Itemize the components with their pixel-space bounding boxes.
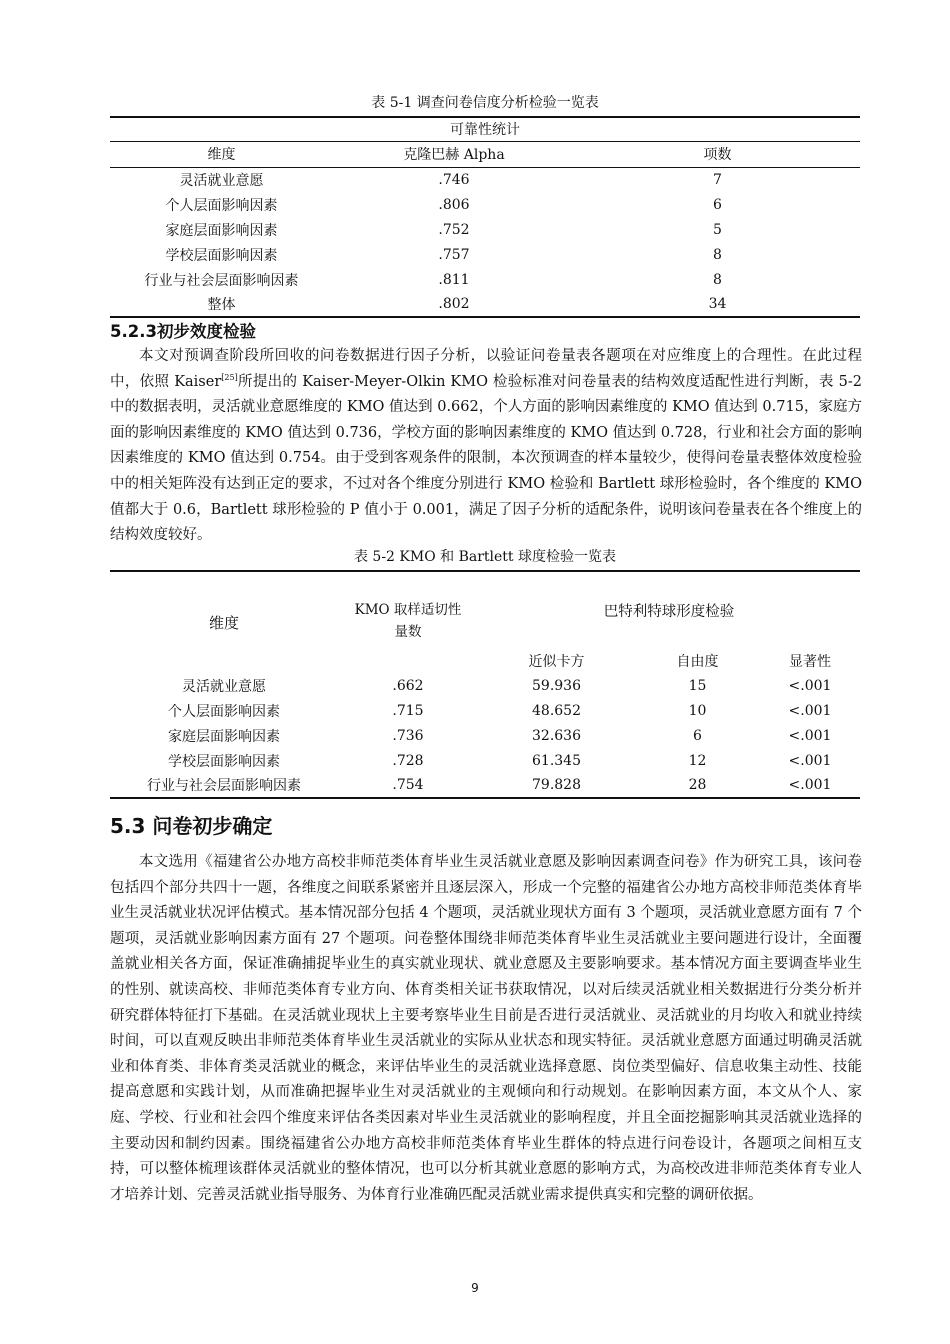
page-number: 9 (471, 1281, 479, 1295)
table1-group-header: 可靠性统计 (450, 122, 520, 139)
table-cell: <.001 (788, 677, 832, 694)
table-row (110, 723, 860, 748)
table-cell: 61.345 (532, 752, 581, 769)
reliability-table (110, 116, 860, 318)
table1-header-row (110, 141, 860, 167)
table-cell: .728 (392, 752, 424, 769)
table-row (110, 698, 860, 723)
table-cell: 10 (688, 702, 707, 719)
table-cell: 灵活就业意愿 (182, 678, 266, 695)
table1-caption: 表 5-1 调查问卷信度分析检验一览表 (371, 95, 599, 111)
table-cell: .736 (392, 727, 424, 744)
table-cell: 59.936 (532, 677, 581, 694)
table-row (110, 673, 860, 698)
table-cell: 6 (693, 727, 702, 744)
table1-header-dimension: 维度 (207, 147, 236, 163)
table-cell: .662 (392, 677, 424, 694)
table2-subheader-df: 自由度 (676, 654, 719, 670)
table-cell: 个人层面影响因素 (165, 197, 278, 214)
table2-subheader-sig: 显著性 (789, 654, 831, 670)
table-row (110, 217, 860, 242)
table-row (110, 167, 860, 192)
citation-reference: [25] (221, 372, 238, 382)
table-cell: .806 (438, 196, 470, 213)
table-cell: .752 (438, 221, 470, 238)
table2-subheader-chisq: 近似卡方 (528, 654, 585, 670)
table1-group-header-row (110, 117, 860, 141)
table-cell: 行业与社会层面影响因素 (147, 778, 301, 794)
table-cell: 家庭层面影响因素 (168, 728, 280, 745)
table-cell: 6 (713, 196, 722, 213)
table-cell: 学校层面影响因素 (165, 247, 278, 264)
table2-header-kmo-line2: 量数 (394, 623, 422, 640)
table-cell: 48.652 (532, 702, 581, 719)
section-heading-5-3: 5.3 问卷初步确定 (110, 814, 273, 838)
table-cell: .802 (438, 296, 470, 312)
section-5-2-3-paragraph (110, 344, 862, 549)
table-cell: <.001 (788, 702, 832, 719)
paragraph-text: 本文对预调查阶段所回收的问卷数据进行因子分析，以验证问卷量表各题项在对应维度上的合理性。在此过程中，依照 Kaiser (110, 348, 862, 390)
table-row (110, 242, 860, 267)
table2-header-kmo (338, 571, 478, 673)
table-cell: <.001 (788, 727, 832, 744)
table-cell: 学校层面影响因素 (168, 753, 280, 770)
table-cell: 8 (713, 271, 722, 288)
table-row (110, 748, 860, 773)
table2-header-kmo-line1: KMO 取样适切性 (354, 601, 462, 618)
paragraph-text: 所提出的 Kaiser-Meyer-Olkin KMO 检验标准对问卷量表的结构效度适配性进行判断，表 5-2 中的数据表明，灵活就业意愿维度的 KMO 值达到 0.662，个人方面的影响因素维度的 KMO 值达到 0.715，家庭方面的影响因素维度的 KMO 值达到 0.736，学校方面的影响因素维度的 KMO 值达到 0.728，行业和社会方面的影响因素维度的 KMO 值达到 0.754。由于受到客观条件的限制，本次预调查的样本量较少，使得问卷量表整体效度检验中的相关矩阵没有达到正定的要求，不过对各个维度分别进行 KMO 检验和 Bartlett 球形检验时，各个维度的 KMO 值都大于 0.6，Bartlett 球形检验的 P 值小于 0.001，满足了因子分析的适配条件，说明该问卷量表在各个维度上的结构效度较好。 (110, 373, 862, 544)
table-cell: 整体 (207, 297, 236, 313)
table-cell: <.001 (788, 752, 832, 769)
table2-caption: 表 5-2 KMO 和 Bartlett 球度检验一览表 (353, 549, 617, 565)
table-row (110, 773, 860, 798)
table-cell: 79.828 (532, 777, 581, 793)
table-cell: 7 (713, 171, 722, 188)
table-row (110, 292, 860, 317)
table-cell: 行业与社会层面影响因素 (144, 272, 299, 289)
table2-header-row (110, 571, 860, 649)
table-row (110, 192, 860, 217)
table-cell: 34 (708, 296, 727, 312)
table-cell: .811 (438, 271, 470, 288)
table2-header-dimension: 维度 (208, 614, 239, 632)
table-cell: 32.636 (532, 727, 581, 744)
table-cell: .757 (438, 246, 470, 263)
section-heading-5-2-3: 5.2.3初步效度检验 (110, 322, 256, 341)
table2-header-bartlett: 巴特利特球形度检验 (603, 604, 735, 620)
table-row (110, 267, 860, 292)
table1-header-items: 项数 (703, 147, 732, 163)
table-cell: 12 (688, 752, 707, 769)
table-cell: 5 (713, 221, 722, 238)
table-cell: .715 (392, 702, 424, 719)
section-5-3-paragraph: 本文选用《福建省公办地方高校非师范类体育毕业生灵活就业意愿及影响因素调查问卷》作为研究工具，该问卷包括四个部分共四十一题，各维度之间联系紧密并且逐层深入，形成一个完整的福建省公办地方高校非师范类体育毕业生灵活就业状况评估模式。基本情况部分包括 4 个题项，灵活就业现状方面有 3 个题项，灵活就业意愿方面有 7 个题项，灵活就业影响因素方面有 27 个题项。问卷整体围绕非师范类体育毕业生灵活就业主要问题进行设计，全面覆盖就业相关各方面，保证准确捕捉毕业生的真实就业现状、就业意愿及主要影响要求。基本情况方面主要调查毕业生的性别、就读高校、非师范类体育专业方向、体育类相关证书获取情况，以对后续灵活就业相关数据进行分类分析并研究群体特征打下基础。在灵活就业现状上主要考察毕业生目前是否进行灵活就业、灵活就业的月均收入和就业持续时间，可以直观反映出非师范类体育毕业生灵活就业的实际从业状态和现实特征。灵活就业意愿方面通过明确灵活就业和体育类、非体育类灵活就业的概念，来评估毕业生的灵活就业选择意愿、岗位类型偏好、信息收集主动性、技能提高意愿和实践计划，从而准确把握毕业生对灵活就业的主观倾向和行动规划。在影响因素方面，本文从个人、家庭、学校、行业和社会四个维度来评估各类因素对毕业生灵活就业的影响程度，并且全面挖掘影响其灵活就业选择的主要动因和制约因素。围绕福建省公办地方高校非师范类体育毕业生群体的特点进行问卷设计，各题项之间相互支持，可以整体梳理该群体灵活就业的整体情况，也可以分析其就业意愿的影响方式，为高校改进非师范类体育专业人才培养计划、完善灵活就业指导服务、为体育行业准确匹配灵活就业需求提供真实和完整的调研依据。 (110, 854, 862, 1203)
table-cell: .746 (438, 171, 470, 188)
table1-header-alpha: 克隆巴赫 Alpha (403, 147, 505, 163)
kmo-bartlett-table (110, 570, 860, 799)
table-cell: 家庭层面影响因素 (165, 222, 278, 239)
table-cell: .754 (392, 777, 424, 793)
table-cell: 灵活就业意愿 (179, 172, 264, 189)
table-cell: 28 (688, 777, 707, 793)
table-cell: 8 (713, 246, 722, 263)
table-cell: 个人层面影响因素 (168, 703, 280, 720)
table-cell: <.001 (788, 777, 832, 793)
table-cell: 15 (688, 677, 707, 694)
